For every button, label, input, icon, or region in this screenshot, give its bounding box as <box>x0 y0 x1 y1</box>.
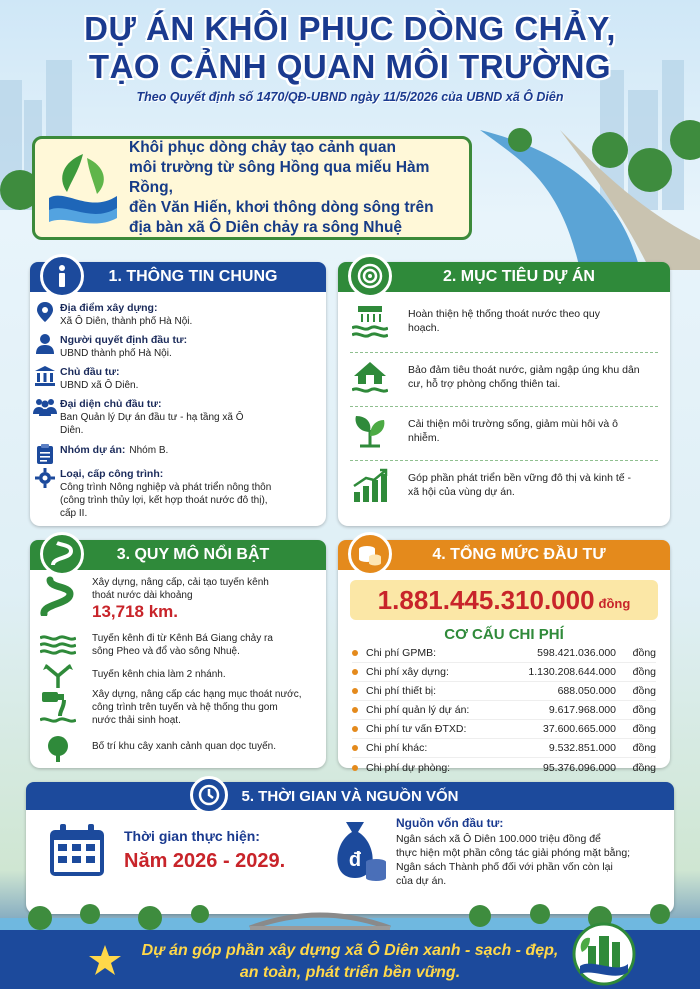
scale-item <box>40 632 318 658</box>
title-line-1: DỰ ÁN KHÔI PHỤC DÒNG CHẢY, <box>84 10 616 47</box>
info-row-type <box>30 468 326 520</box>
cost-amount: 1.130.208.644.000 <box>528 666 616 678</box>
cost-amount: 598.421.036.000 <box>537 647 616 659</box>
person-icon <box>36 334 54 354</box>
cost-amount: 37.600.665.000 <box>543 723 616 735</box>
branch-arrow-icon <box>40 664 76 688</box>
section-scale <box>30 540 326 768</box>
goal-divider <box>350 406 658 407</box>
footer-slogan <box>130 940 570 984</box>
gear-icon <box>35 468 55 488</box>
info-row-location <box>30 302 326 328</box>
cost-row <box>352 739 656 758</box>
money-bag-icon <box>328 818 388 884</box>
star-icon <box>88 944 122 978</box>
info-label: Người quyết định đầu tư: <box>60 334 188 346</box>
intro-line: Khôi phục dòng chảy tạo cảnh quan <box>129 139 396 156</box>
cost-unit: đồng <box>632 685 656 697</box>
info-value: Xã Ô Diên, thành phố Hà Nội. <box>60 316 193 327</box>
coins-icon <box>348 532 392 576</box>
goal-text: Bảo đảm tiêu thoát nước, giảm ngập úng khu dân cư, hỗ trợ phòng chống thiên tai. <box>408 364 640 390</box>
cost-row <box>352 720 656 739</box>
total-investment-value: 1.881.445.310.000 <box>377 584 595 615</box>
government-building-icon <box>35 366 55 386</box>
time-label: Thời gian thực hiện: <box>124 828 260 844</box>
section-3-title: 3. QUY MÔ NỔI BẬT <box>116 546 270 563</box>
intro-line: địa bàn xã Ô Diên chảy ra sông Nhuệ <box>129 219 403 236</box>
cost-name: Chi phí GPMB: <box>366 647 437 659</box>
cost-row <box>352 758 656 777</box>
river-route-icon <box>40 576 76 616</box>
title-line-2: TẠO CẢNH QUAN MÔI TRƯỜNG <box>88 48 612 85</box>
scale-text: Bố trí khu cây xanh cảnh quan dọc tuyến. <box>92 741 277 752</box>
flood-house-icon <box>352 360 388 394</box>
cost-amount: 688.050.000 <box>557 685 616 697</box>
clipboard-icon <box>37 444 53 464</box>
intro-text <box>129 138 469 238</box>
tree-icon <box>40 736 76 762</box>
info-value: Ban Quản lý Dự án đầu tư - hạ tầng xã Ô Diên. <box>60 412 244 436</box>
group-icon <box>33 398 57 416</box>
canal-length-value: 13,718 km. <box>92 602 179 621</box>
section-general-info <box>30 262 326 526</box>
header <box>0 10 700 104</box>
info-label: Địa điểm xây dựng: <box>60 302 158 314</box>
intro-line: đền Văn Hiến, khơi thông dòng sông trên <box>129 199 434 216</box>
goal-text: Góp phần phát triển bền vững đô thị và kinh tế - xã hội của vùng dự án. <box>408 472 632 498</box>
goal-item <box>352 414 660 448</box>
intro-line: môi trường từ sông Hồng qua miếu Hàm Rồng, <box>129 159 430 196</box>
info-row-group <box>30 444 326 464</box>
info-label: Loại, cấp công trình: <box>60 468 164 480</box>
section-5-title: 5. THỜI GIAN VÀ NGUỒN VỐN <box>241 787 459 805</box>
fund-line: Ngân sách xã Ô Diên 100.000 triệu đồng để <box>396 833 601 845</box>
svg-text:đ: đ <box>348 849 362 871</box>
fund-line: thực hiện một phần công tác giải phóng mặt bằng; <box>396 847 631 859</box>
info-label: Chủ đầu tư: <box>60 366 120 378</box>
total-investment-box <box>350 580 658 620</box>
cost-unit: đồng <box>632 704 656 716</box>
cost-unit: đồng <box>632 666 656 678</box>
clock-icon <box>190 776 228 814</box>
water-waves-icon <box>40 632 76 656</box>
drainage-icon <box>352 304 388 338</box>
cost-name: Chi phí quản lý dự án: <box>366 704 470 716</box>
cost-name: Chi phí khác: <box>366 742 428 754</box>
cost-amount: 9.617.968.000 <box>548 704 616 716</box>
fund-label: Nguồn vốn đầu tư: <box>396 816 504 830</box>
cost-unit: đồng <box>632 723 656 735</box>
cost-name: Chi phí tư vấn ĐTXD: <box>366 723 467 735</box>
cost-row <box>352 663 656 682</box>
goal-item <box>352 360 660 394</box>
goal-item <box>352 304 660 338</box>
info-value: Nhóm B. <box>129 445 169 456</box>
info-value: Công trình Nông nghiệp và phát triển nông thôn (công trình thủy lợi, kết hợp thoát nước đô thị), cấp II. <box>60 482 272 519</box>
info-icon <box>40 254 84 298</box>
cost-structure-title: CƠ CẤU CHI PHÍ <box>444 626 564 643</box>
cost-row <box>352 644 656 663</box>
cost-name: Chi phí xây dựng: <box>366 666 449 678</box>
scale-item <box>40 736 318 762</box>
page-title <box>0 10 700 86</box>
road-icon <box>40 532 84 576</box>
river-leaf-logo-icon <box>43 148 123 228</box>
section-2-title: 2. MỤC TIÊU DỰ ÁN <box>443 268 595 285</box>
fund-text <box>396 832 630 888</box>
section-4-title: 4. TỔNG MỨC ĐẦU TƯ <box>432 546 606 563</box>
info-row-owner <box>30 366 326 392</box>
wastewater-pipe-icon <box>40 688 76 724</box>
cost-row <box>352 682 656 701</box>
green-city-emblem-icon <box>572 922 636 986</box>
leaf-icon <box>352 414 388 448</box>
scale-item <box>40 688 318 727</box>
section-timeline-funding <box>26 782 674 914</box>
info-label: Nhóm dự án: <box>60 444 126 456</box>
scale-text: Tuyến kênh chia làm 2 nhánh. <box>92 669 226 680</box>
info-value: UBND thành phố Hà Nội. <box>60 348 172 359</box>
target-icon <box>348 254 392 298</box>
info-value: UBND xã Ô Diên. <box>60 380 139 391</box>
fund-line: của dự án. <box>396 875 447 887</box>
section-1-title: 1. THÔNG TIN CHUNG <box>108 268 278 285</box>
cost-name: Chi phí thiết bị: <box>366 685 437 697</box>
growth-chart-icon <box>352 468 388 502</box>
scale-text: Xây dựng, nâng cấp các hạng mục thoát nước, công trình trên tuyến và hệ thống thu gom nước thải sinh hoạt. <box>92 689 302 726</box>
cost-unit: đồng <box>632 647 656 659</box>
time-value: Năm 2026 - 2029. <box>124 850 286 872</box>
scale-item-length <box>40 576 318 622</box>
info-row-decider <box>30 334 326 360</box>
cost-amount: 95.376.096.000 <box>543 761 616 774</box>
section-goals <box>338 262 670 526</box>
scale-item <box>40 664 318 688</box>
info-label: Đại diện chủ đầu tư: <box>60 398 162 410</box>
decision-subtitle: Theo Quyết định số 1470/QĐ-UBND ngày 11/5/2026 của UBND xã Ô Diên <box>136 90 564 104</box>
goal-divider <box>350 352 658 353</box>
fund-line: Ngân sách Thành phố đối với phần vốn còn lại <box>396 861 613 873</box>
info-row-representative <box>30 398 326 437</box>
location-pin-icon <box>37 302 53 322</box>
cost-unit: đồng <box>632 761 656 774</box>
cost-amount: 9.532.851.000 <box>548 742 616 754</box>
section-investment <box>338 540 670 774</box>
footer-line-2: an toàn, phát triển bền vững. <box>239 964 461 981</box>
cost-row <box>352 701 656 720</box>
goal-text: Hoàn thiện hệ thống thoát nước theo quy hoạch. <box>408 308 600 334</box>
scale-text: Xây dựng, nâng cấp, cải tạo tuyến kênh thoát nước dài khoảng <box>92 577 269 601</box>
cost-unit: đồng <box>632 742 656 754</box>
cost-name: Chi phí dự phòng: <box>366 761 451 774</box>
total-investment-unit: đồng <box>598 595 631 611</box>
calendar-icon <box>48 822 106 878</box>
scale-text: Tuyến kênh đi từ Kênh Bá Giang chảy ra sông Pheo và đổ vào sông Nhuệ. <box>92 633 273 657</box>
goal-item <box>352 468 660 502</box>
footer-line-1: Dự án góp phần xây dựng xã Ô Diên xanh - sạch - đẹp, <box>141 942 559 959</box>
intro-box <box>32 136 472 240</box>
goal-divider <box>350 460 658 461</box>
section-5-header <box>26 782 674 810</box>
goal-text: Cải thiện môi trường sống, giảm mùi hôi và ô nhiễm. <box>408 418 619 444</box>
